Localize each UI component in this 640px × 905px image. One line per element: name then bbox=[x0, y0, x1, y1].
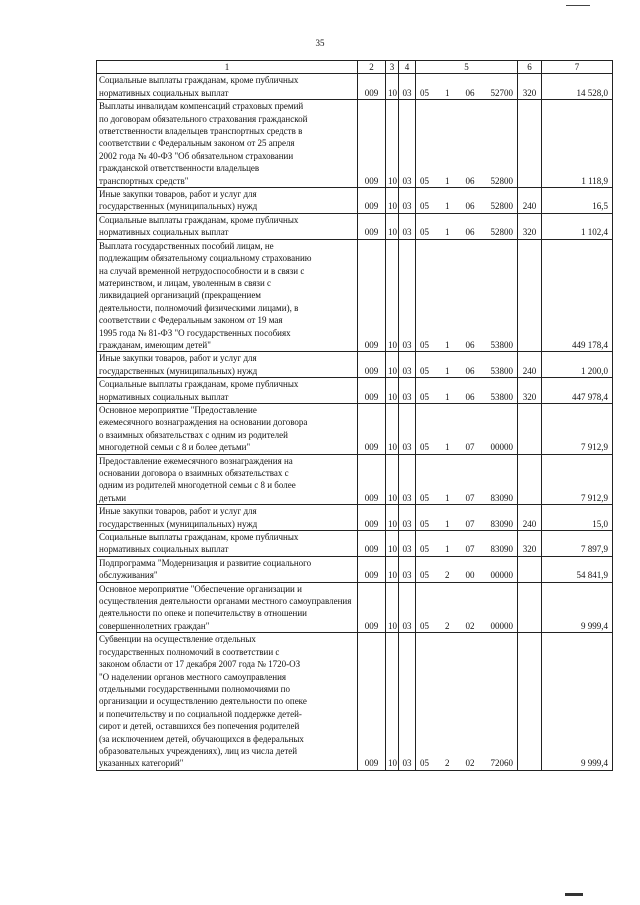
row-csr bbox=[416, 188, 518, 214]
table-row bbox=[97, 403, 613, 454]
row-vr bbox=[518, 239, 542, 352]
table-row bbox=[97, 239, 613, 352]
csr-subprogram: 1 bbox=[445, 391, 450, 402]
csr-subprogram: 1 bbox=[445, 442, 450, 453]
csr-direction: 00000 bbox=[490, 570, 513, 581]
csr-subprogram: 1 bbox=[445, 227, 450, 238]
row-name: Предоставление ежемесячного вознаграждения на основании договора о взаимных обязательствах с одним из родителей многодетной семьи с 8 и более детьми bbox=[97, 454, 358, 505]
csr-event: 07 bbox=[465, 492, 475, 503]
header-col-3: 3 bbox=[386, 61, 399, 74]
csr-subprogram: 1 bbox=[445, 87, 450, 98]
csr-event: 06 bbox=[465, 227, 475, 238]
table-row bbox=[97, 74, 613, 100]
row-pr: 03 bbox=[399, 100, 416, 188]
row-vr bbox=[518, 633, 542, 770]
row-rz: 10 bbox=[386, 74, 399, 100]
header-col-6: 6 bbox=[518, 61, 542, 74]
row-pr: 03 bbox=[399, 188, 416, 214]
table-row bbox=[97, 531, 613, 557]
csr-event: 02 bbox=[465, 758, 475, 769]
row-name: Субвенции на осуществление отдельных государственных полномочий в соответствии с законом области от 17 декабря 2007 года № 1720-ОЗ "О наделении органов местного самоуправления отдельными государственными полномочиями по организации и осуществлению деятельности по опеке и попечительству и по социальной поддержке детей- сирот и детей, оставшихся без попечения родителей (за исключением детей, обучающихся в федеральных образовательных учреждениях), лиц из числа детей указанных категорий" bbox=[97, 633, 358, 770]
row-name: Иные закупки товаров, работ и услуг для государственных (муниципальных) нужд bbox=[97, 188, 358, 214]
row-csr bbox=[416, 582, 518, 633]
row-csr bbox=[416, 633, 518, 770]
row-csr bbox=[416, 213, 518, 239]
csr-subprogram: 1 bbox=[445, 339, 450, 350]
row-grbs: 009 bbox=[358, 352, 386, 378]
csr-subprogram: 1 bbox=[445, 544, 450, 555]
table-row bbox=[97, 352, 613, 378]
csr-event: 06 bbox=[465, 175, 475, 186]
csr-direction: 52800 bbox=[490, 227, 513, 238]
csr-program: 05 bbox=[420, 365, 429, 376]
row-pr: 03 bbox=[399, 556, 416, 582]
budget-table bbox=[96, 60, 613, 771]
row-vr: 320 bbox=[518, 213, 542, 239]
row-vr: 320 bbox=[518, 74, 542, 100]
row-name: Социальные выплаты гражданам, кроме публичных нормативных социальных выплат bbox=[97, 378, 358, 404]
csr-subprogram: 1 bbox=[445, 365, 450, 376]
table-row bbox=[97, 556, 613, 582]
row-amount: 7 912,9 bbox=[542, 454, 613, 505]
row-pr: 03 bbox=[399, 74, 416, 100]
csr-direction: 52800 bbox=[490, 175, 513, 186]
row-name: Социальные выплаты гражданам, кроме публичных нормативных социальных выплат bbox=[97, 213, 358, 239]
row-csr bbox=[416, 378, 518, 404]
row-grbs: 009 bbox=[358, 531, 386, 557]
csr-direction: 53800 bbox=[490, 339, 513, 350]
row-amount: 9 999,4 bbox=[542, 582, 613, 633]
row-grbs: 009 bbox=[358, 582, 386, 633]
row-name: Основное мероприятие "Обеспечение организации и осуществления деятельности органами местного самоуправления деятельности по опеке и попечительству в отношении совершеннолетних граждан" bbox=[97, 582, 358, 633]
row-name: Иные закупки товаров, работ и услуг для государственных (муниципальных) нужд bbox=[97, 352, 358, 378]
row-name: Иные закупки товаров, работ и услуг для государственных (муниципальных) нужд bbox=[97, 505, 358, 531]
row-amount: 16,5 bbox=[542, 188, 613, 214]
row-csr bbox=[416, 100, 518, 188]
row-name: Выплаты инвалидам компенсаций страховых премий по договорам обязательного страхования гражданской ответственности владельцев транспортных средств в соответствии с Федеральным законом от 25 апреля 2002 года № 40-ФЗ "Об обязательном страховании гражданской ответственности владельцев транспортных средств" bbox=[97, 100, 358, 188]
row-grbs: 009 bbox=[358, 505, 386, 531]
row-vr: 240 bbox=[518, 188, 542, 214]
csr-subprogram: 1 bbox=[445, 175, 450, 186]
csr-event: 06 bbox=[465, 391, 475, 402]
csr-program: 05 bbox=[420, 87, 429, 98]
page-number: 35 bbox=[315, 38, 325, 48]
csr-program: 05 bbox=[420, 391, 429, 402]
row-grbs: 009 bbox=[358, 556, 386, 582]
csr-direction: 72060 bbox=[490, 758, 513, 769]
row-rz: 10 bbox=[386, 213, 399, 239]
csr-program: 05 bbox=[420, 339, 429, 350]
header-col-2: 2 bbox=[358, 61, 386, 74]
row-rz: 10 bbox=[386, 352, 399, 378]
row-grbs: 009 bbox=[358, 633, 386, 770]
csr-program: 05 bbox=[420, 544, 429, 555]
row-pr: 03 bbox=[399, 582, 416, 633]
row-pr: 03 bbox=[399, 378, 416, 404]
csr-program: 05 bbox=[420, 570, 429, 581]
csr-direction: 00000 bbox=[490, 442, 513, 453]
row-csr bbox=[416, 239, 518, 352]
row-pr: 03 bbox=[399, 352, 416, 378]
row-amount: 54 841,9 bbox=[542, 556, 613, 582]
csr-event: 06 bbox=[465, 365, 475, 376]
row-vr bbox=[518, 100, 542, 188]
row-rz: 10 bbox=[386, 556, 399, 582]
row-amount: 7 897,9 bbox=[542, 531, 613, 557]
csr-program: 05 bbox=[420, 758, 429, 769]
row-rz: 10 bbox=[386, 188, 399, 214]
header-col-4: 4 bbox=[399, 61, 416, 74]
csr-program: 05 bbox=[420, 175, 429, 186]
csr-direction: 83090 bbox=[490, 492, 513, 503]
row-amount: 9 999,4 bbox=[542, 633, 613, 770]
row-csr bbox=[416, 403, 518, 454]
row-rz: 10 bbox=[386, 531, 399, 557]
csr-event: 00 bbox=[465, 570, 475, 581]
table-row bbox=[97, 378, 613, 404]
row-csr bbox=[416, 556, 518, 582]
row-pr: 03 bbox=[399, 633, 416, 770]
csr-subprogram: 1 bbox=[445, 492, 450, 503]
row-amount: 15,0 bbox=[542, 505, 613, 531]
csr-program: 05 bbox=[420, 518, 429, 529]
csr-event: 07 bbox=[465, 442, 475, 453]
row-pr: 03 bbox=[399, 505, 416, 531]
header-col-7: 7 bbox=[542, 61, 613, 74]
row-pr: 03 bbox=[399, 239, 416, 352]
row-vr: 320 bbox=[518, 378, 542, 404]
csr-direction: 53800 bbox=[490, 365, 513, 376]
row-amount: 1 118,9 bbox=[542, 100, 613, 188]
row-grbs: 009 bbox=[358, 74, 386, 100]
table-row bbox=[97, 505, 613, 531]
row-vr bbox=[518, 454, 542, 505]
row-pr: 03 bbox=[399, 454, 416, 505]
table-row bbox=[97, 582, 613, 633]
row-pr: 03 bbox=[399, 531, 416, 557]
header-row bbox=[97, 61, 613, 74]
row-amount: 7 912,9 bbox=[542, 403, 613, 454]
csr-direction: 52800 bbox=[490, 201, 513, 212]
csr-event: 07 bbox=[465, 518, 475, 529]
csr-program: 05 bbox=[420, 620, 429, 631]
row-name: Подпрограмма "Модернизация и развитие социального обслуживания" bbox=[97, 556, 358, 582]
row-csr bbox=[416, 531, 518, 557]
header-col-5: 5 bbox=[416, 61, 518, 74]
row-vr bbox=[518, 556, 542, 582]
scan-mark-bottom bbox=[565, 893, 583, 896]
csr-subprogram: 1 bbox=[445, 201, 450, 212]
row-rz: 10 bbox=[386, 403, 399, 454]
row-amount: 1 102,4 bbox=[542, 213, 613, 239]
row-vr: 240 bbox=[518, 352, 542, 378]
csr-event: 06 bbox=[465, 87, 475, 98]
row-name: Выплата государственных пособий лицам, не подлежащим обязательному социальному страхованию на случай временной нетрудоспособности и в связи с материнством, и лицам, уволенным в связи с ликвидацией организаций (прекращением деятельности, полномочий физическими лицами), в соответствии с Федеральным законом от 19 мая 1995 года № 81-ФЗ "О государственных пособиях гражданам, имеющим детей" bbox=[97, 239, 358, 352]
row-grbs: 009 bbox=[358, 213, 386, 239]
row-csr bbox=[416, 352, 518, 378]
row-rz: 10 bbox=[386, 378, 399, 404]
table-row bbox=[97, 633, 613, 770]
row-rz: 10 bbox=[386, 100, 399, 188]
row-name: Социальные выплаты гражданам, кроме публичных нормативных социальных выплат bbox=[97, 74, 358, 100]
table-row bbox=[97, 188, 613, 214]
csr-subprogram: 1 bbox=[445, 518, 450, 529]
row-vr bbox=[518, 403, 542, 454]
table-row bbox=[97, 454, 613, 505]
row-amount: 14 528,0 bbox=[542, 74, 613, 100]
scan-mark-top bbox=[566, 5, 590, 6]
table-row bbox=[97, 213, 613, 239]
row-rz: 10 bbox=[386, 239, 399, 352]
csr-program: 05 bbox=[420, 201, 429, 212]
csr-direction: 00000 bbox=[490, 620, 513, 631]
row-rz: 10 bbox=[386, 505, 399, 531]
row-pr: 03 bbox=[399, 213, 416, 239]
header-col-1: 1 bbox=[97, 61, 358, 74]
row-csr bbox=[416, 454, 518, 505]
row-rz: 10 bbox=[386, 633, 399, 770]
csr-program: 05 bbox=[420, 492, 429, 503]
row-name: Социальные выплаты гражданам, кроме публичных нормативных социальных выплат bbox=[97, 531, 358, 557]
row-grbs: 009 bbox=[358, 100, 386, 188]
row-amount: 449 178,4 bbox=[542, 239, 613, 352]
csr-direction: 83090 bbox=[490, 544, 513, 555]
row-name: Основное мероприятие "Предоставление ежемесячного вознаграждения на основании договора о взаимных обязательствах с одним из родителей многодетной семьи с 8 и более детьми" bbox=[97, 403, 358, 454]
row-pr: 03 bbox=[399, 403, 416, 454]
row-amount: 1 200,0 bbox=[542, 352, 613, 378]
row-vr: 240 bbox=[518, 505, 542, 531]
csr-program: 05 bbox=[420, 227, 429, 238]
row-rz: 10 bbox=[386, 454, 399, 505]
csr-event: 07 bbox=[465, 544, 475, 555]
row-grbs: 009 bbox=[358, 378, 386, 404]
row-csr bbox=[416, 505, 518, 531]
row-grbs: 009 bbox=[358, 239, 386, 352]
table-row bbox=[97, 100, 613, 188]
csr-event: 02 bbox=[465, 620, 475, 631]
csr-event: 06 bbox=[465, 201, 475, 212]
csr-direction: 53800 bbox=[490, 391, 513, 402]
csr-direction: 52700 bbox=[490, 87, 513, 98]
csr-direction: 83090 bbox=[490, 518, 513, 529]
row-vr: 320 bbox=[518, 531, 542, 557]
row-grbs: 009 bbox=[358, 188, 386, 214]
csr-subprogram: 2 bbox=[445, 570, 450, 581]
csr-subprogram: 2 bbox=[445, 620, 450, 631]
csr-subprogram: 2 bbox=[445, 758, 450, 769]
row-rz: 10 bbox=[386, 582, 399, 633]
row-grbs: 009 bbox=[358, 403, 386, 454]
row-csr bbox=[416, 74, 518, 100]
row-vr bbox=[518, 582, 542, 633]
row-grbs: 009 bbox=[358, 454, 386, 505]
csr-program: 05 bbox=[420, 442, 429, 453]
row-amount: 447 978,4 bbox=[542, 378, 613, 404]
csr-event: 06 bbox=[465, 339, 475, 350]
